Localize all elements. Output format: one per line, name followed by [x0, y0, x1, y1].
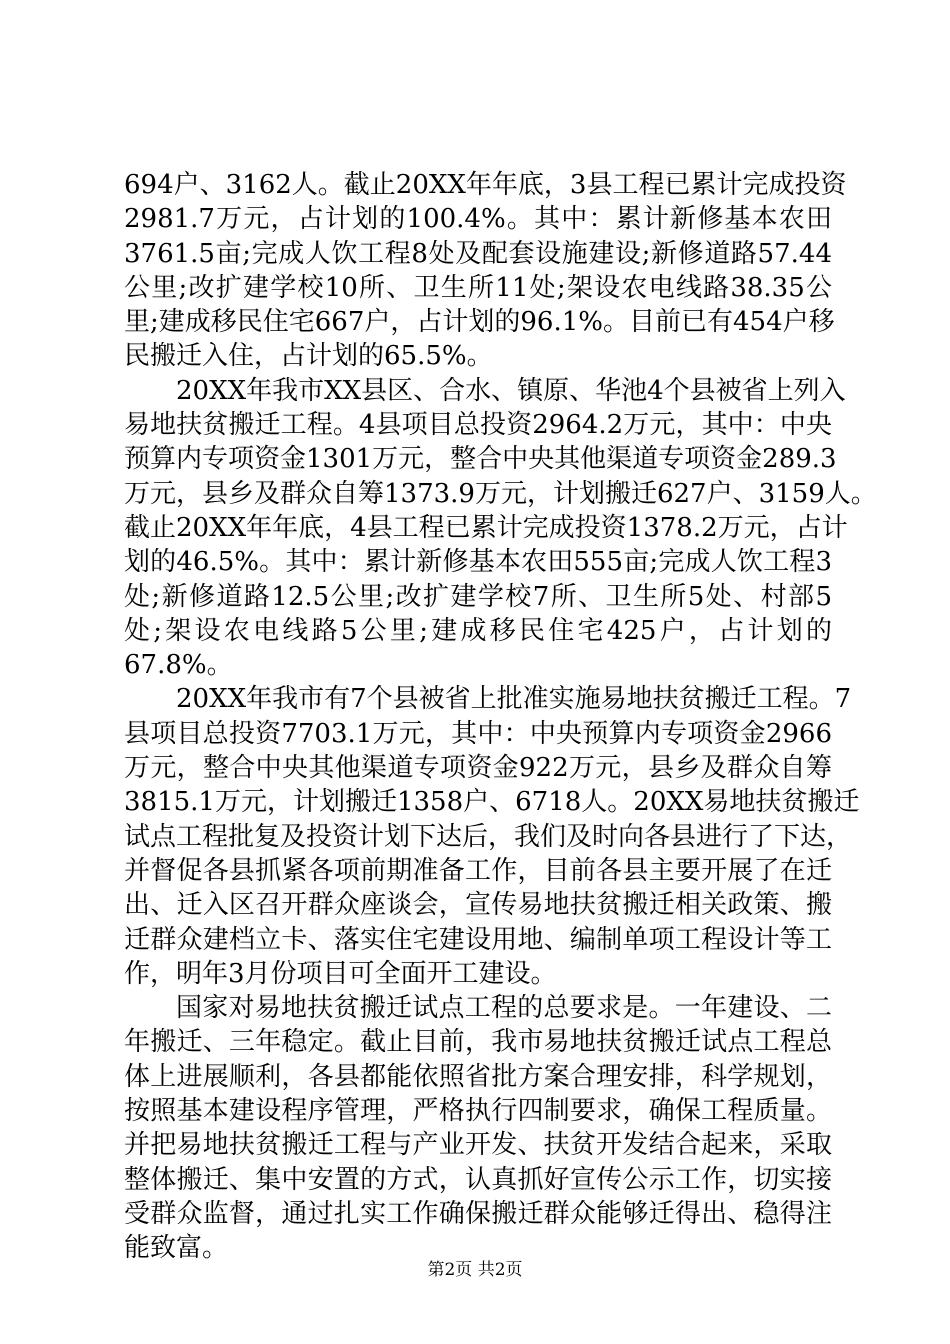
text-line: 并把易地扶贫搬迁工程与产业开发、扶贫开发结合起来，采取: [124, 1130, 832, 1161]
paragraph: [124, 374, 877, 683]
text-line: 万元，县乡及群众自筹1373.9万元，计划搬迁627户、3159人。: [124, 478, 877, 509]
paragraph: [124, 168, 847, 374]
document-body: [124, 168, 877, 1266]
page-number-footer: 第2页 共2页: [427, 1260, 523, 1280]
text-line: 国家对易地扶贫搬迁试点工程的总要求是。一年建设、二: [176, 993, 832, 1024]
text-line: 3761.5亩;完成人饮工程8处及配套设施建设;新修道路57.44: [124, 238, 832, 269]
text-line: 2981.7万元，占计划的100.4%。其中：累计新修基本农田: [124, 204, 832, 235]
text-line: 万元，整合中央其他渠道专项资金922万元，县乡及群众自筹: [124, 753, 832, 784]
text-line: 民搬迁入住，占计划的65.5%。: [124, 341, 493, 372]
text-line: 并督促各县抓紧各项前期准备工作，目前各县主要开展了在迁: [124, 855, 832, 886]
text-line: 694户、3162人。截止20XX年年底，3县工程已累计完成投资: [124, 170, 847, 200]
text-line: 年搬迁、三年稳定。截止目前，我市易地扶贫搬迁试点工程总: [124, 1027, 832, 1058]
text-line: 易地扶贫搬迁工程。4县项目总投资2964.2万元，其中：中央: [124, 410, 832, 441]
text-line: 划的46.5%。其中：累计新修基本农田555亩;完成人饮工程3: [124, 547, 832, 578]
paragraph: [124, 682, 860, 991]
paragraph: [124, 991, 832, 1265]
text-line: 3815.1万元，计划搬迁1358户、6718人。20XX易地扶贫搬迁: [124, 787, 860, 818]
text-line: 能致富。: [124, 1233, 229, 1264]
text-line: 处;新修道路12.5公里;改扩建学校7所、卫生所5处、村部5: [124, 581, 832, 612]
text-line: 受群众监督，通过扎实工作确保搬迁群众能够迁得出、稳得注: [124, 1198, 832, 1229]
text-line: 作，明年3月份项目可全面开工建设。: [124, 958, 557, 989]
text-line: 处;架设农电线路5公里;建成移民住宅425户，占计划的: [124, 615, 832, 646]
text-line: 预算内专项资金1301万元，整合中央其他渠道专项资金289.3: [124, 444, 837, 475]
text-line: 出、迁入区召开群众座谈会，宣传易地扶贫搬迁相关政策、搬: [124, 890, 832, 921]
text-line: 截止20XX年年底，4县工程已累计完成投资1378.2万元，占计: [124, 512, 848, 543]
text-line: 里;建成移民住宅667户，占计划的96.1%。目前已有454户移: [124, 307, 835, 338]
text-line: 67.8%。: [124, 650, 233, 681]
text-line: 试点工程批复及投资计划下达后，我们及时向各县进行了下达，: [124, 821, 853, 852]
text-line: 迁群众建档立卡、落实住宅建设用地、编制单项工程设计等工: [124, 924, 832, 955]
text-line: 按照基本建设程序管理，严格执行四制要求，确保工程质量。: [124, 1096, 832, 1127]
text-line: 县项目总投资7703.1万元，其中：中央预算内专项资金2966: [124, 718, 832, 749]
text-line: 20XX年我市有7个县被省上批准实施易地扶贫搬迁工程。7: [176, 684, 852, 715]
text-line: 公里;改扩建学校10所、卫生所11处;架设农电线路38.35公: [124, 272, 832, 303]
text-line: 体上进展顺利，各县都能依照省批方案合理安排，科学规划，: [124, 1061, 832, 1092]
text-line: 整体搬迁、集中安置的方式，认真抓好宣传公示工作，切实接: [124, 1164, 832, 1195]
text-line: 20XX年我市XX县区、合水、镇原、华池4个县被省上列入: [176, 375, 846, 406]
